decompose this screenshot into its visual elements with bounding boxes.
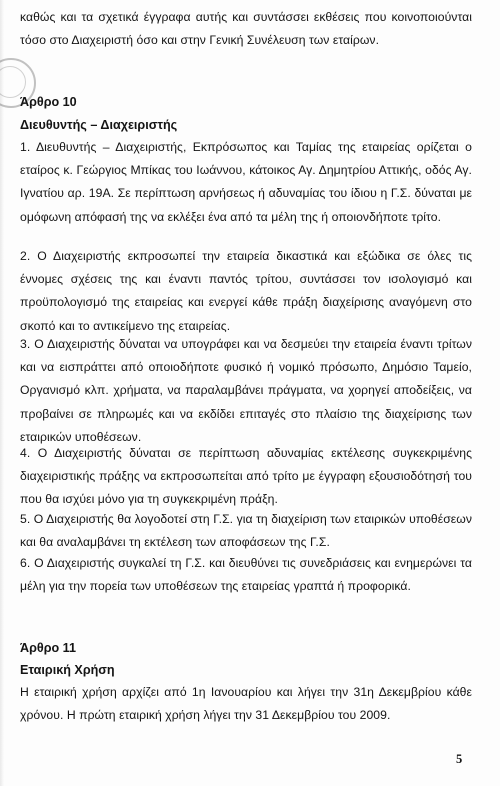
article-11-subtitle: Εταιρική Χρήση (20, 663, 115, 677)
intro-paragraph: καθώς και τα σχετικά έγγραφα αυτής και συντάσσει εκθέσεις που κοινοποιούνται τόσο στο Διαχειριστή όσο και στην Γενική Συνέλευση των εταίρων. (20, 10, 472, 48)
article-10-paragraph-4: 4. Ο Διαχειριστής δύναται σε περίπτωση αδυναμίας εκτέλεσης συγκεκριμένης διαχειριστικής πράξης να εκπροσωπείται από τρίτο με έγγραφη εξουσιοδότησή του που θα ισχύει μόνο για τη συγκεκριμένη πράξη. (20, 446, 472, 507)
article-11-title: Άρθρο 11 (20, 641, 76, 655)
article-11-paragraph: Η εταιρική χρήση αρχίζει από 1η Ιανουαρίου και λήγει την 31η Δεκεμβρίου κάθε χρόνου. Η πρώτη εταιρική χρήση λήγει την 31 Δεκεμβρίου του 2009. (20, 685, 472, 723)
article-10-title: Άρθρο 10 (20, 95, 77, 109)
article-10-paragraph-5: 5. Ο Διαχειριστής θα λογοδοτεί στη Γ.Σ. για τη διαχείριση των εταιρικών υποθέσεων και θα αναλαμβάνει τη εκτέλεση των αποφάσεων της Γ.Σ. (20, 512, 472, 550)
page-number: 5 (456, 752, 463, 766)
scan-edge-shadow (0, 0, 4, 786)
article-10-paragraph-6: 6. Ο Διαχειριστής συγκαλεί τη Γ.Σ. και διευθύνει τις συνεδριάσεις και ενημερώνει τα μέλη για την πορεία των υποθέσεων της εταιρείας γραπτά ή προφορικά. (20, 556, 472, 594)
article-10-paragraph-1: 1. Διευθυντής – Διαχειριστής, Εκπρόσωπος και Ταμίας της εταιρείας ορίζεται ο εταίρος κ. Γεώργιος Μπίκας του Ιωάννου, κάτοικος Αγ. Δημητρίου Αττικής, οδός Αγ. Ιγνατίου αρ. 19Α. Σε περίπτωση αρνήσεως ή αδυναμίας του ίδιου η Γ.Σ. δύναται με ομόφωνη απόφασή της να εκλέξει ένα από τα μέλη της ή οποιονδήποτε τρίτο. (20, 140, 472, 224)
article-10-subtitle: Διευθυντής – Διαχειριστής (20, 118, 178, 132)
article-10-paragraph-3: 3. Ο Διαχειριστής δύναται να υπογράφει και να δεσμεύει την εταιρεία έναντι τρίτων και να εισπράττει από οποιοδήποτε φυσικό ή νομικό πρόσωπο, Δημόσιο Ταμείο, Οργανισμό κλπ. χρήματα, να παραλαμβάνει πράγματα, να χορηγεί αποδείξεις, να προβαίνει σε πληρωμές και να εκδίδει επιταγές στο πλαίσιο της διαχείρισης των εταιρικών υποθέσεων. (20, 337, 472, 444)
article-10-paragraph-2: 2. Ο Διαχειριστής εκπροσωπεί την εταιρεία δικαστικά και εξώδικα σε όλες τις έννομες σχέσεις της και έναντι παντός τρίτου, συντάσσει τον ισολογισμό και προϋπολογισμό της εταιρείας και ενεργεί κάθε πράξη διαχείρισης αναγόμενη στο σκοπό και το αντικείμενο της εταιρείας. (20, 249, 472, 333)
